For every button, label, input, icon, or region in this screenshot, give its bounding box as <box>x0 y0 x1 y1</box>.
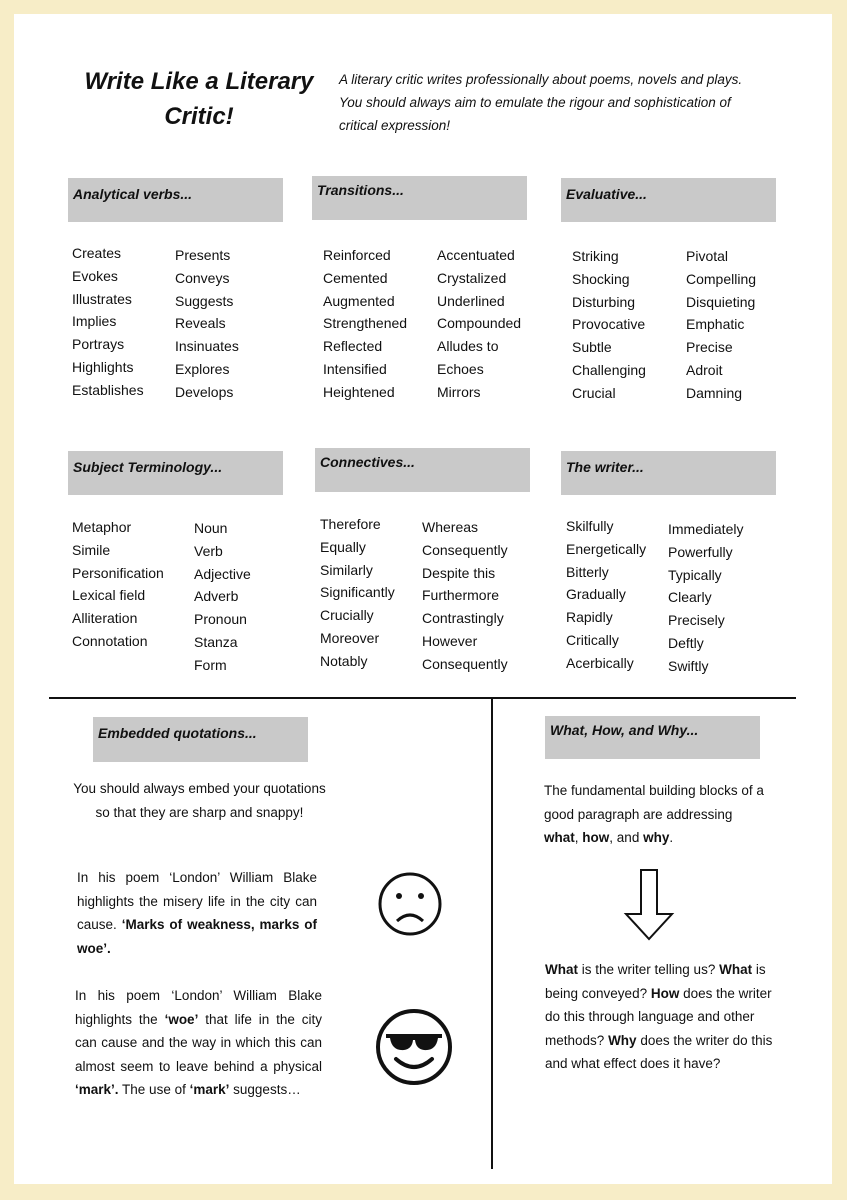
word-list-item: Lexical field <box>72 587 146 604</box>
word-list-item: Pivotal <box>686 248 729 264</box>
word-list-item: Critically <box>566 631 619 648</box>
embedded-intro: You should always embed your quotations so that they are sharp and snappy! <box>73 781 326 820</box>
word-list-item: Insinuates <box>175 338 239 355</box>
good-example-part2: that life in the city can cause and the way in which this can almost seem to leave behind a physical <box>75 1011 322 1074</box>
word-list-item: Gradually <box>566 586 626 603</box>
word-list-item: Consequently <box>422 541 508 558</box>
word-list-item: Striking <box>572 248 619 264</box>
list-evaluative-col1 <box>572 245 646 405</box>
heading-analytical-verbs: Analytical verbs... <box>68 178 283 222</box>
worksheet-page <box>14 14 832 1184</box>
good-example-quote3: ‘mark’ <box>189 1082 230 1097</box>
whw-q1: What <box>545 962 578 977</box>
vertical-divider <box>491 699 493 1169</box>
horizontal-divider <box>49 697 796 699</box>
word-list-item: Compelling <box>686 270 757 287</box>
whw-t2: is being conveyed? <box>545 962 766 1001</box>
whw-intro: The fundamental building blocks of a good paragraph are addressing what, how, and why. <box>544 783 764 845</box>
good-example-quote1: ‘woe’ <box>164 1011 199 1027</box>
list-terminology-col1 <box>72 516 164 653</box>
whw-q3: How <box>650 985 680 1001</box>
word-list-item: Disquieting <box>686 293 756 310</box>
good-example-part3: The use of <box>122 1082 186 1097</box>
word-list-item: Echoes <box>437 360 484 377</box>
word-list-item: Notably <box>320 652 368 669</box>
bad-example <box>77 866 317 960</box>
word-list-item: Consequently <box>422 655 508 672</box>
heading-embedded-quotations: Embedded quotations... <box>93 717 308 762</box>
whw-q2: What <box>719 962 753 977</box>
word-list-item: Establishes <box>72 381 144 398</box>
list-connectives-col2 <box>422 516 508 676</box>
whw-keyword-why: why <box>643 830 670 845</box>
word-list-item: Adroit <box>686 361 723 378</box>
whw-t4: does the writer do this and what effect does it have? <box>545 1032 773 1071</box>
word-list-item: Adjective <box>194 565 251 582</box>
word-list-item: Rapidly <box>566 609 613 626</box>
whw-intro-text: The fundamental building blocks of a good paragraph are addressing <box>544 783 764 822</box>
word-list-item: Immediately <box>668 521 744 537</box>
word-list-item: Shocking <box>572 270 630 287</box>
whw-keyword-how: how <box>582 830 610 845</box>
word-list-item: Provocative <box>572 316 646 333</box>
down-arrow-icon <box>623 868 675 942</box>
heading-what-how-why: What, How, and Why... <box>545 716 760 759</box>
word-list-item: Alludes to <box>437 338 499 355</box>
word-list-item: Equally <box>320 538 366 555</box>
list-writer-col2 <box>668 518 743 678</box>
sunglasses-face-icon <box>374 1007 454 1087</box>
word-list-item: Precise <box>686 339 733 356</box>
word-list-item: Skilfully <box>566 518 614 534</box>
word-list-item: Similarly <box>320 561 373 578</box>
bad-example-text: In his poem ‘London’ William Blake highlights the misery life in the city can cause. <box>77 870 317 932</box>
word-list-item: Bitterly <box>566 563 609 580</box>
list-analytical-col2 <box>175 244 239 404</box>
word-list-item: Augmented <box>323 292 395 309</box>
word-list-item: Reveals <box>175 315 226 332</box>
word-list-item: Noun <box>194 520 228 536</box>
whw-questions <box>545 958 775 1076</box>
word-list-item: However <box>422 632 478 649</box>
word-list-item: Reinforced <box>323 247 391 263</box>
whw-t3: does the writer do this through language and other methods? <box>545 985 772 1048</box>
word-list-item: Powerfully <box>668 543 733 560</box>
word-list-item: Precisely <box>668 612 725 629</box>
word-list-item: Deftly <box>668 634 704 651</box>
word-list-item: Swiftly <box>668 657 709 674</box>
word-list-item: Therefore <box>320 516 381 532</box>
word-list-item: Personification <box>72 564 164 581</box>
word-list-item: Stanza <box>194 633 238 650</box>
list-writer-col1 <box>566 515 646 675</box>
word-list-item: Develops <box>175 383 234 400</box>
good-example <box>75 984 322 1102</box>
page-title: Write Like a Literary Critic! <box>84 68 314 130</box>
heading-transitions: Transitions... <box>312 176 527 220</box>
word-list-item: Simile <box>72 541 111 558</box>
sad-face-icon <box>377 871 443 937</box>
whw-and: and <box>616 830 640 845</box>
word-list-item: Intensified <box>323 360 387 377</box>
list-evaluative-col2 <box>686 245 756 405</box>
whw-t1: is the writer telling us? <box>581 962 716 977</box>
word-list-item: Clearly <box>668 589 712 606</box>
word-list-item: Accentuated <box>437 247 515 263</box>
list-transitions-col1 <box>323 244 407 404</box>
word-list-item: Connotation <box>72 632 148 649</box>
word-list-item: Presents <box>175 247 231 263</box>
list-terminology-col2 <box>194 517 251 677</box>
bad-example-quote: ‘Marks of weakness, marks of woe’. <box>77 917 317 956</box>
word-list-item: Typically <box>668 566 722 583</box>
word-list-item: Cemented <box>323 269 388 286</box>
word-list-item: Verb <box>194 542 223 559</box>
word-list-item: Compounded <box>437 315 522 332</box>
word-list-item: Underlined <box>437 292 505 309</box>
word-list-item: Heightened <box>323 383 395 400</box>
word-list-item: Significantly <box>320 584 395 601</box>
word-list-item: Crucially <box>320 607 374 624</box>
word-list-item: Furthermore <box>422 587 500 604</box>
word-list-item: Conveys <box>175 269 230 286</box>
good-example-quote2: ‘mark’. <box>75 1082 119 1097</box>
word-list-item: Suggests <box>175 292 234 309</box>
word-list-item: Acerbically <box>566 654 634 671</box>
word-list-item: Adverb <box>194 588 239 605</box>
word-list-item: Highlights <box>72 358 134 375</box>
word-list-item: Explores <box>175 360 230 377</box>
word-list-item: Mirrors <box>437 383 481 400</box>
word-list-item: Crucial <box>572 384 616 401</box>
list-analytical-col1 <box>72 242 144 402</box>
word-list-item: Alliteration <box>72 610 138 627</box>
word-list-item: Contrastingly <box>422 610 504 627</box>
heading-the-writer: The writer... <box>561 451 776 495</box>
intro-text: A literary critic writes professionally about poems, novels and plays. You should always aim to emulate the rigour and sophistication of critical expression! <box>339 72 743 133</box>
word-list-item: Illustrates <box>72 290 132 307</box>
word-list-item: Whereas <box>422 519 479 535</box>
good-example-part1: In his poem ‘London’ William Blake highlights the <box>75 988 322 1027</box>
word-list-item: Damning <box>686 384 743 401</box>
word-list-item: Creates <box>72 245 122 261</box>
word-list-item: Reflected <box>323 338 383 355</box>
list-connectives-col1 <box>320 513 395 673</box>
word-list-item: Implies <box>72 313 117 330</box>
word-list-item: Metaphor <box>72 519 132 535</box>
word-list-item: Pronoun <box>194 611 247 628</box>
word-list-item: Portrays <box>72 336 125 353</box>
word-list-item: Moreover <box>320 629 380 646</box>
whw-q4: Why <box>608 1032 637 1048</box>
whw-keyword-what: what <box>544 830 575 845</box>
good-example-part4: suggests… <box>233 1082 301 1097</box>
word-list-item: Evokes <box>72 267 118 284</box>
word-list-item: Despite this <box>422 564 496 581</box>
word-list-item: Emphatic <box>686 316 745 333</box>
word-list-item: Subtle <box>572 339 612 356</box>
word-list-item: Disturbing <box>572 293 636 310</box>
word-list-item: Crystalized <box>437 269 507 286</box>
heading-evaluative: Evaluative... <box>561 178 776 222</box>
word-list-item: Form <box>194 656 227 673</box>
word-list-item: Challenging <box>572 361 646 378</box>
heading-connectives: Connectives... <box>315 448 530 492</box>
word-list-item: Energetically <box>566 540 647 557</box>
heading-subject-terminology: Subject Terminology... <box>68 451 283 495</box>
word-list-item: Strengthened <box>323 315 408 332</box>
list-transitions-col2 <box>437 244 521 404</box>
